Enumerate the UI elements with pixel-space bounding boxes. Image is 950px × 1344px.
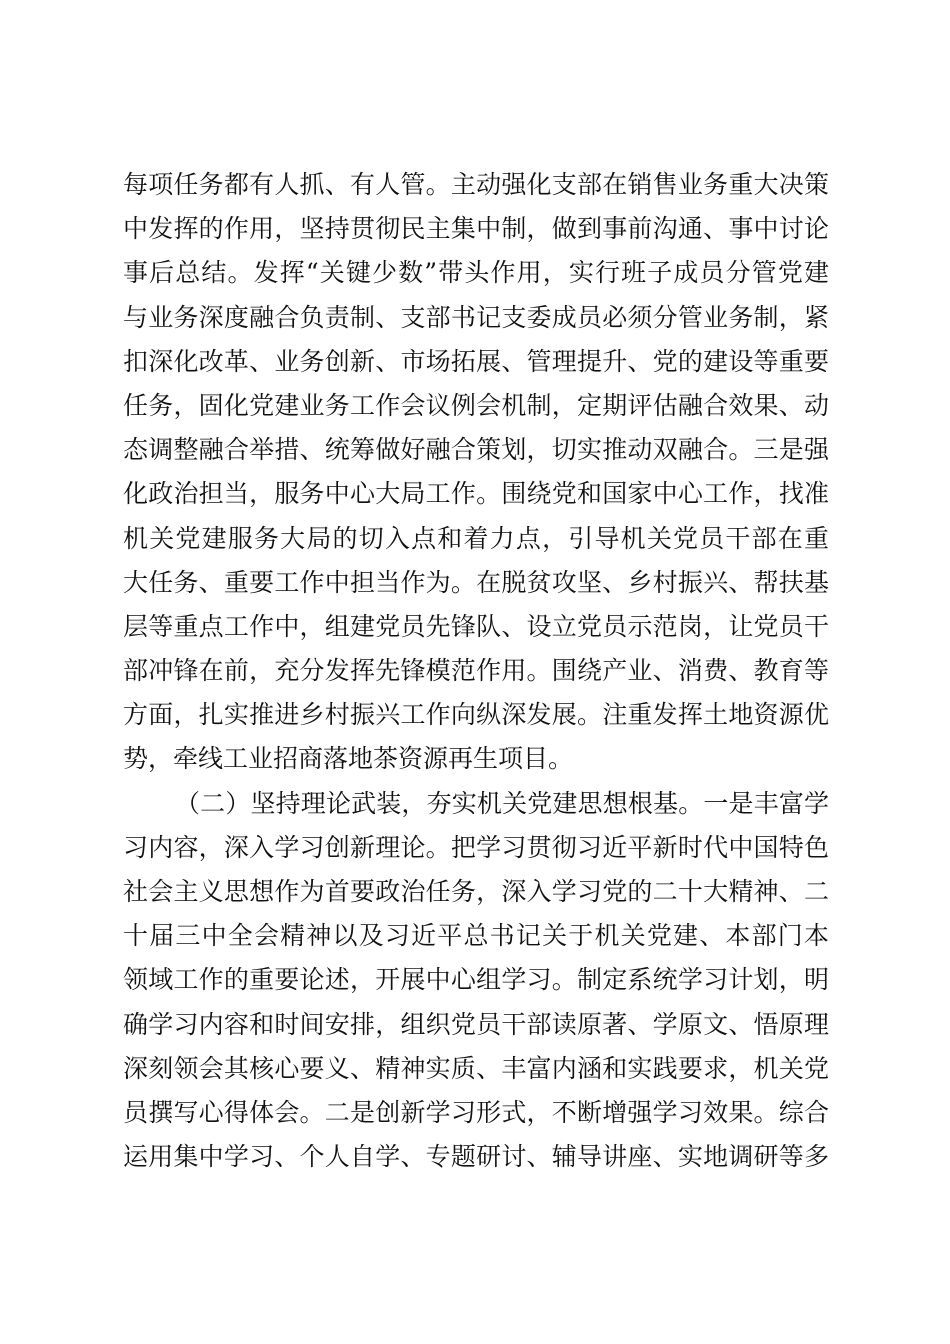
text-line: 态调整融合举措、统筹做好融合策划，切实推动双融合。三是强 [123,435,829,465]
text-line: 部冲锋在前，充分发挥先锋模范作用。围绕产业、消费、教育等 [123,656,829,686]
text-line: 深刻领会其核心要义、精神实质、丰富内涵和实践要求，机关党 [123,1053,829,1083]
text-line: 化政治担当，服务中心大局工作。围绕党和国家中心工作，找准 [123,479,829,509]
text-line: 确学习内容和时间安排，组织党员干部读原著、学原文、悟原理 [123,1009,829,1039]
text-line: 每项任务都有人抓、有人管。主动强化支部在销售业务重大决策 [123,170,829,199]
text-line: 层等重点工作中，组建党员先锋队、设立党员示范岗，让党员干 [123,611,829,641]
text-line: 领域工作的重要论述，开展中心组学习。制定系统学习计划，明 [123,965,829,995]
text-line: 任务，固化党建业务工作会议例会机制，定期评估融合效果、动 [123,390,829,420]
text-line: 运用集中学习、个人自学、专题研讨、辅导讲座、实地调研等多 [123,1142,829,1172]
paragraph-1 [123,163,829,782]
paragraph-2 [123,782,829,1180]
text-line: 扣深化改革、业务创新、市场拓展、管理提升、党的建设等重要 [123,346,829,376]
text-line: （二）坚持理论武装，夯实机关党建思想根基。一是丰富学 [175,788,829,818]
text-line: 员撰写心得体会。二是创新学习形式，不断增强学习效果。综合 [123,1097,829,1127]
text-line: 事后总结。发挥“关键少数”带头作用，实行班子成员分管党建 [123,258,829,288]
text-line: 势，牵线工业招商落地茶资源再生项目。 [123,744,574,774]
text-line: 大任务、重要工作中担当作为。在脱贫攻坚、乡村振兴、帮扶基 [123,567,829,597]
text-line: 十届三中全会精神以及习近平总书记关于机关党建、本部门本 [123,921,829,951]
text-line: 习内容，深入学习创新理论。把学习贯彻习近平新时代中国特色 [123,832,829,862]
document-body [123,163,829,1179]
text-line: 社会主义思想作为首要政治任务，深入学习党的二十大精神、二 [123,877,829,906]
text-line: 方面，扎实推进乡村振兴工作向纵深发展。注重发挥土地资源优 [123,700,829,730]
text-line: 机关党建服务大局的切入点和着力点，引导机关党员干部在重 [123,523,829,553]
text-line: 中发挥的作用，坚持贯彻民主集中制，做到事前沟通、事中讨论 [123,214,829,244]
text-line: 与业务深度融合负责制、支部书记支委成员必须分管业务制，紧 [123,302,829,332]
